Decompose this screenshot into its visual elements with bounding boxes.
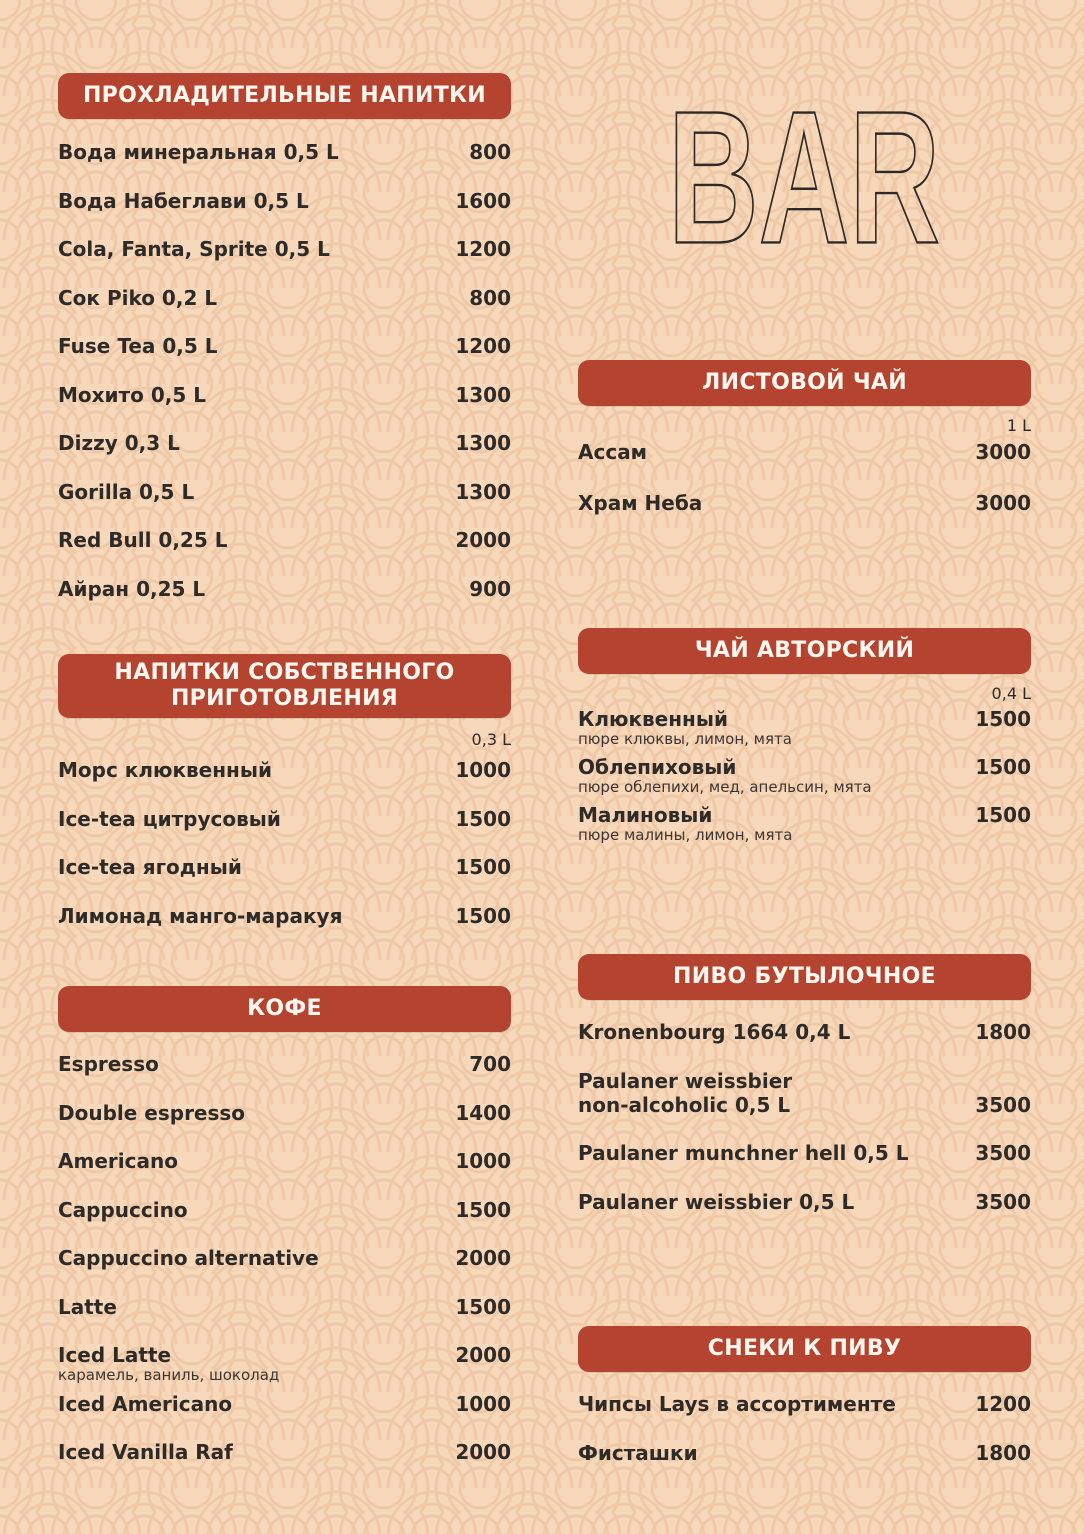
item-description: карамель, ваниль, шоколад [58,1366,280,1384]
leaf-tea-list [578,440,1031,515]
menu-item [58,528,511,552]
item-price: 1800 [975,1020,1031,1044]
item-price: 1300 [455,382,511,407]
menu-item [578,1441,1031,1465]
item-price: 2000 [455,1440,511,1464]
item-price: 800 [469,140,511,164]
item-price: 3500 [975,1092,1031,1117]
item-name: Ice-tea цитрусовый [58,806,281,831]
item-name: Dizzy 0,3 L [58,431,180,455]
item-price: 1500 [975,707,1031,731]
menu-item [58,480,511,504]
item-price: 1500 [455,806,511,831]
item-price: 1500 [455,903,511,928]
menu-item [58,758,511,782]
section-author-tea [578,628,1031,843]
section-bottled-beer [578,954,1031,1214]
menu-item [58,140,511,164]
section-coffee [58,986,511,1464]
item-name: Вода минеральная 0,5 L [58,140,339,164]
menu-item [58,904,511,928]
section-header-author-tea: ЧАЙ АВТОРСКИЙ [578,628,1031,674]
section-header-homemade-drinks [58,654,511,718]
item-name: Ice-tea ягодный [58,855,242,879]
menu-item [58,237,511,261]
item-title: Малиновый [578,803,713,827]
menu-item [58,1392,511,1416]
menu-item [578,1020,1031,1044]
item-name: Ассам [578,440,648,464]
item-name: Fuse Tea 0,5 L [58,334,218,358]
volume-unit: 1 L [1006,416,1031,435]
item-price: 1000 [455,1149,511,1173]
item-title: Клюквенный [578,707,728,731]
menu-item [578,1069,1031,1117]
menu-item [58,286,511,310]
section-header-leaf-tea: ЛИСТОВОЙ ЧАЙ [578,360,1031,406]
menu-item [58,334,511,358]
menu-item [58,1052,511,1076]
bar-title [668,68,958,258]
menu-item [578,440,1031,464]
item-price: 1500 [975,803,1031,827]
header-line: ПРИГОТОВЛЕНИЯ [170,686,399,711]
item-name: Kronenbourg 1664 0,4 L [578,1020,851,1044]
item-name [578,755,961,795]
item-price: 2000 [455,1343,511,1367]
menu-item [578,755,1031,795]
section-header-beer-snacks: СНЕКИ К ПИВУ [578,1326,1031,1372]
item-name-line: non-alcoholic 0,5 L [578,1092,791,1117]
menu-item [58,855,511,879]
item-price: 1500 [455,1197,511,1222]
item-name: Double espresso [58,1100,246,1125]
item-price: 1500 [455,1294,511,1319]
item-name: Храм Неба [578,491,703,515]
item-price: 1500 [455,855,511,879]
item-name: Сок Piko 0,2 L [58,285,218,310]
item-description: пюре клюквы, лимон, мята [578,730,792,748]
item-name: Paulaner weissbier 0,5 L [578,1189,855,1214]
item-name: Iced Americano [58,1391,233,1416]
item-name: Мохито 0,5 L [58,382,206,407]
menu-item [58,807,511,831]
section-beer-snacks [578,1326,1031,1465]
menu-item [58,1149,511,1173]
beer-list [578,1020,1031,1214]
item-price: 1200 [455,237,511,261]
item-price: 1200 [975,1392,1031,1416]
item-name: Red Bull 0,25 L [58,528,228,552]
menu-item [58,431,511,455]
item-name: Айран 0,25 L [58,576,206,601]
item-name: Cappuccino [58,1197,188,1222]
item-price: 1400 [455,1100,511,1125]
section-leaf-tea [578,360,1031,515]
menu-item [578,707,1031,747]
item-name [58,1343,441,1383]
volume-unit: 0,4 L [991,684,1031,703]
menu-item [58,1101,511,1125]
item-name [578,707,961,747]
item-price: 1200 [455,334,511,358]
item-price: 3500 [975,1141,1031,1165]
header-line: НАПИТКИ СОБСТВЕННОГО [114,660,455,685]
item-name: Cappuccino alternative [58,1246,319,1270]
item-name: Чипсы Lays в ассортименте [578,1392,896,1416]
homemade-drinks-list [58,758,511,928]
item-name [578,1069,961,1117]
item-price: 2000 [455,1246,511,1270]
section-header-bottled-beer: ПИВО БУТЫЛОЧНОЕ [578,954,1031,1000]
item-name-line: Paulaner weissbier [578,1068,793,1093]
menu-item [58,1246,511,1270]
section-soft-drinks [58,73,511,601]
item-price: 1500 [975,755,1031,779]
item-price: 1000 [455,758,511,782]
item-price: 3000 [975,440,1031,464]
menu-item [58,1198,511,1222]
menu-item [58,383,511,407]
item-price: 1300 [455,479,511,504]
menu-item [58,1295,511,1319]
menu-item [578,491,1031,515]
item-name: Фисташки [578,1440,698,1465]
item-name: Latte [58,1294,117,1319]
item-price: 1800 [975,1440,1031,1465]
item-name: Paulaner munchner hell 0,5 L [578,1141,909,1165]
item-price: 3500 [975,1189,1031,1214]
menu-item [578,1141,1031,1165]
coffee-list [58,1052,511,1464]
item-price: 700 [469,1052,511,1076]
item-price: 1000 [455,1391,511,1416]
menu-item [58,1440,511,1464]
menu-item [58,577,511,601]
item-name: Gorilla 0,5 L [58,479,195,504]
menu-item [58,189,511,213]
item-title: Iced Latte [58,1343,172,1367]
item-price: 2000 [455,528,511,552]
item-price: 3000 [975,491,1031,515]
item-name: Морс клюквенный [58,758,272,782]
menu-item [58,1343,511,1383]
item-name: Iced Vanilla Raf [58,1440,233,1464]
item-title: Облепиховый [578,755,737,779]
item-description: пюре малины, лимон, мята [578,826,793,844]
item-price: 900 [469,576,511,601]
section-header-soft-drinks: ПРОХЛАДИТЕЛЬНЫЕ НАПИТКИ [58,73,511,119]
section-header-coffee: КОФЕ [58,986,511,1032]
item-name: Cola, Fanta, Sprite 0,5 L [58,237,330,261]
snacks-list [578,1392,1031,1465]
item-price: 1600 [455,188,511,213]
item-description: пюре облепихи, мед, апельсин, мята [578,778,872,796]
soft-drinks-list [58,140,511,601]
menu-item [578,1190,1031,1214]
author-tea-list [578,707,1031,843]
menu-item [578,803,1031,843]
item-price: 800 [469,285,511,310]
menu-item [578,1392,1031,1416]
item-price: 1300 [455,431,511,455]
bar-title-text: BAR [668,72,940,258]
item-name [578,803,961,843]
volume-unit: 0,3 L [471,730,511,749]
item-name: Americano [58,1149,178,1173]
item-name: Espresso [58,1052,159,1076]
item-name: Лимонад манго-маракуя [58,903,343,928]
item-name: Вода Набеглави 0,5 L [58,188,309,213]
section-homemade-drinks [58,654,511,928]
